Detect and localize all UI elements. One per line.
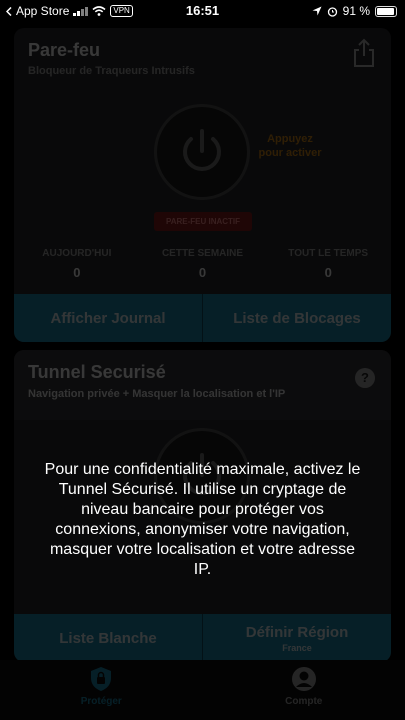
overlay-message: Pour une confidentialité maximale, activez le Tunnel Sécurisé. Il utilise un cryptage de niveau bancaire pour protéger vos connexions, anonymiser votre navigation, masquer votre localisation et votre adresse IP.: [44, 461, 361, 578]
location-icon: [312, 6, 322, 16]
battery-icon: [375, 6, 397, 17]
back-app-label: App Store: [16, 4, 70, 18]
alarm-icon: [327, 6, 338, 17]
battery-percent: 91 %: [342, 4, 370, 18]
status-bar: [0, 0, 405, 22]
clock: 16:51: [185, 3, 220, 18]
vpn-badge: VPN: [110, 5, 132, 17]
dim-overlay[interactable]: [0, 22, 405, 720]
